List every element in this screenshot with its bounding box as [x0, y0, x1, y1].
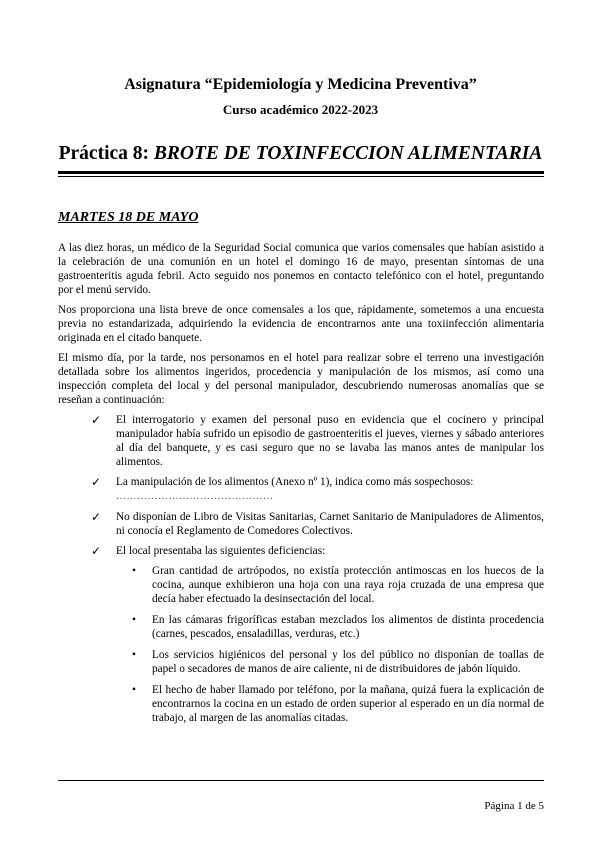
practice-title: BROTE DE TOXINFECCION ALIMENTARIA [153, 143, 543, 164]
header-rule-thick [58, 171, 544, 174]
page-number: Página 1 de 5 [484, 800, 544, 812]
dotted-fill-line: ……………………………………… [116, 491, 274, 502]
practice-heading [0, 143, 601, 165]
checkmark-icon: ✓ [91, 413, 102, 427]
deficiency-item [128, 564, 544, 606]
deficiencies-list [128, 564, 544, 725]
paragraph: El mismo día, por la tarde, nos personamos en el hotel para realizar sobre el terreno una investigación detallada sobre los alimentos ingeridos, procedencia y manipulación de los mismos, así como una inspección completa del local y del personal manipulador, descubriendo numerosas anomalías que se reseñan a continuación: [58, 352, 544, 406]
checklist-item [90, 475, 544, 504]
checklist-text: No disponían de Libro de Visitas Sanitarias, Carnet Sanitario de Manipuladores de Alimentos, ni conocía el Reglamento de Comedores Colectivos. [116, 511, 544, 537]
bullet-icon: • [132, 684, 136, 696]
paragraph: A las diez horas, un médico de la Seguridad Social comunica que varios comensales que habían asistido a la celebración de una comunión en un hotel el domingo 16 de mayo, presentan síntomas de una gastroenteritis aguda febril. Acto seguido nos ponemos en contacto telefónico con el hotel, preguntando por el menú servido. [58, 242, 544, 296]
paragraph: Nos proporciona una lista breve de once comensales a los que, rápidamente, sometemos a una encuesta previa no estandarizada, adquiriendo la evidencia de encontrarnos ante una toxiinfección alimentaria originada en el citado banquete. [58, 304, 544, 344]
bullet-icon: • [132, 649, 136, 661]
checklist-text: El interrogatorio y examen del personal puso en evidencia que el cocinero y principal manipulador había sufrido un episodio de gastroenteritis el jueves, viernes y sábado anteriores al día del banquete, y es casi seguro que no se lavaba las manos antes de manipular los alimentos. [116, 414, 544, 468]
deficiency-text: El hecho de haber llamado por teléfono, por la mañana, quizá fuera la explicación de encontrarnos la cocina en un estado de orden superior al esperado en un día normal de trabajo, al margen de las anomalías citadas. [152, 684, 544, 724]
checkmark-icon: ✓ [91, 544, 102, 558]
course-title: Asignatura “Epidemiología y Medicina Preventiva” [124, 76, 477, 93]
deficiency-item [128, 683, 544, 725]
document-body [58, 241, 544, 732]
section-date: MARTES 18 DE MAYO [58, 210, 199, 225]
deficiency-item [128, 613, 544, 641]
checkmark-icon: ✓ [91, 510, 102, 524]
academic-year: Curso académico 2022-2023 [222, 102, 379, 117]
practice-prefix: Práctica 8: [58, 143, 154, 164]
deficiency-text: Gran cantidad de artrópodos, no existía protección antimoscas en los huecos de la cocina, aunque exhibieron una hoja con una raya roja cruzada de una empresa que decía haber efectuado la desinsectación del local. [152, 565, 544, 605]
header-rule-thin [58, 176, 544, 177]
bullet-icon: • [132, 565, 136, 577]
checklist-text: El local presentaba las siguientes deficiencias: [116, 545, 326, 557]
findings-checklist [90, 413, 544, 725]
checklist-item [90, 544, 544, 725]
footer-rule [58, 780, 544, 781]
deficiency-item [128, 648, 544, 676]
deficiency-text: En las cámaras frigoríficas estaban mezclados los alimentos de distinta procedencia (carnes, pescados, ensaladillas, verduras, etc.) [152, 614, 544, 640]
bullet-icon: • [132, 614, 136, 626]
deficiency-text: Los servicios higiénicos del personal y los del público no disponían de toallas de papel o secadores de manos de aire caliente, ni de distribuidores de jabón líquido. [152, 649, 544, 675]
checklist-item [90, 510, 544, 538]
checklist-text: La manipulación de los alimentos (Anexo nº 1), indica como más sospechosos: [116, 476, 474, 488]
checkmark-icon: ✓ [91, 475, 102, 489]
checklist-item [90, 413, 544, 469]
